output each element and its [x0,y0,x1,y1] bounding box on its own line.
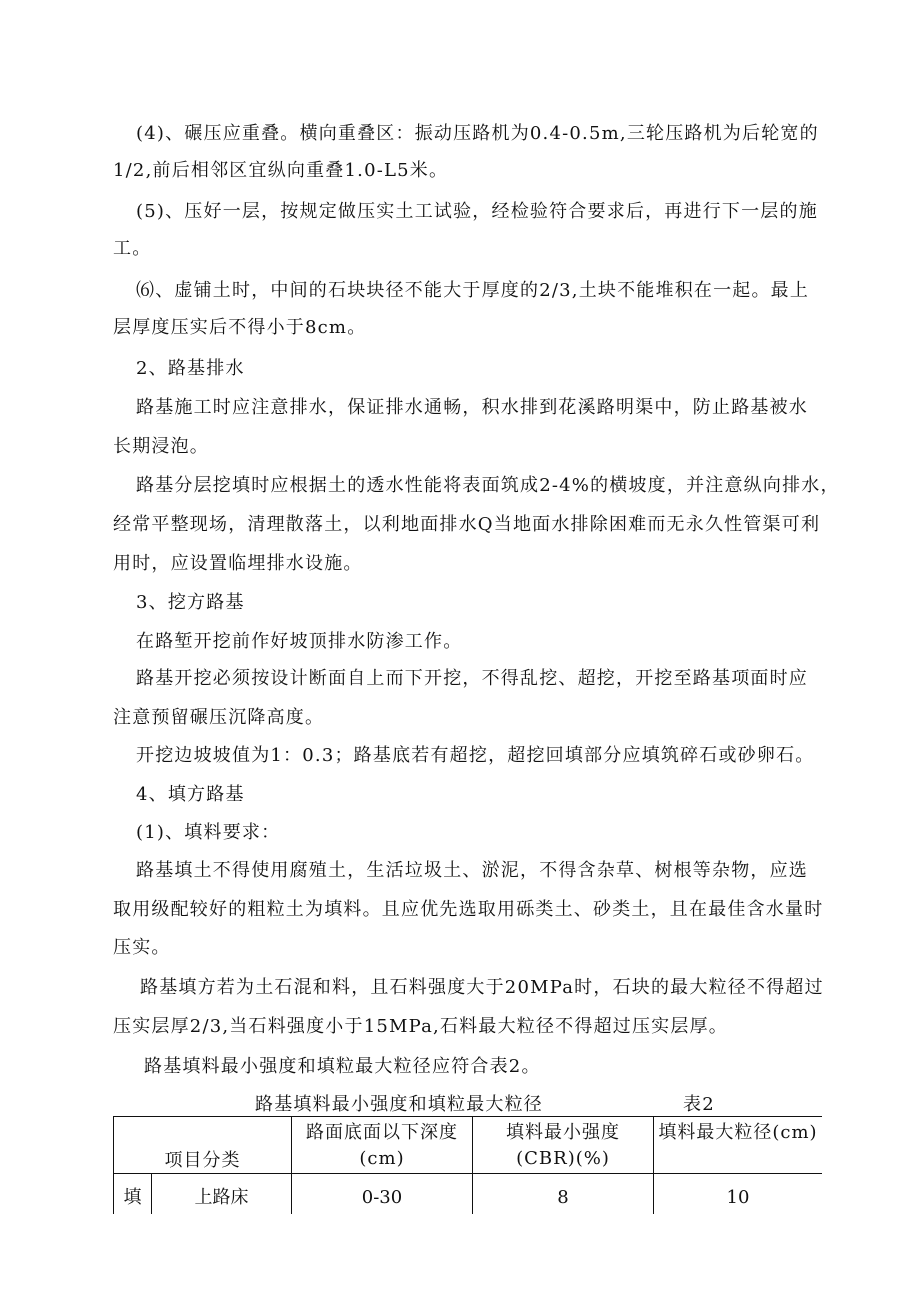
fill-material-table [113,1116,822,1214]
header-strength-unit: (CBR)(%) [516,1148,610,1169]
paragraph-line: 压实层厚2/3,当石料强度小于15MPa,石料最大粒径不得超过压实层厚。 [113,1016,728,1037]
table-number: 表2 [683,1094,715,1115]
paragraph-line: 注意预留碾压沉降高度。 [113,707,325,728]
section-heading: 2、路基排水 [136,358,245,379]
header-category: 项目分类 [164,1150,241,1171]
section-heading: 3、挖方路基 [136,592,245,613]
header-depth-unit: (cm) [359,1148,405,1169]
paragraph-line: 工。 [113,238,152,259]
fill-material-table-grid [113,1116,822,1214]
paragraph-line: 层厚度压实后不得小于8cm。 [113,317,367,338]
table-caption: 路基填料最小强度和填粒最大粒径 [255,1094,543,1115]
header-strength: 填料最小强度 [506,1122,620,1143]
paragraph-line: 用时，应设置临埋排水设施。 [113,553,363,574]
header-size: 填料最大粒径(cm) [658,1122,818,1143]
header-size-cell [654,1117,823,1174]
paragraph-line: (4)、碾压应重叠。横向重叠区：振动压路机为0.4-0.5m,三轮压路机为后轮宽的 [136,123,819,144]
paragraph-line: 路基填土不得使用腐殖土，生活垃圾土、淤泥，不得含杂草、树根等杂物，应选 [136,860,808,881]
row-size-cell: 10 [654,1174,823,1215]
paragraph-line: 在路堑开挖前作好坡顶排水防渗工作。 [136,631,463,652]
row-name-cell: 上路床 [152,1174,292,1215]
paragraph-line: 路基填料最小强度和填粒最大粒径应符合表2。 [144,1056,541,1077]
header-category-cell [114,1117,292,1174]
table-header-row [114,1117,823,1174]
paragraph-line: (1)、填料要求： [136,822,281,843]
header-depth: 路面底面以下深度 [306,1122,458,1143]
row-depth-cell: 0-30 [292,1174,473,1215]
paragraph-line: (5)、压好一层，按规定做压实土工试验，经检验符合要求后，再进行下一层的施 [136,201,818,222]
paragraph-line: 压实。 [113,937,171,958]
paragraph-line: 取用级配较好的粗粒土为填料。且应优先选取用砾类土、砂类土，且在最佳含水量时 [113,899,824,920]
row-group-cell: 填 [114,1174,152,1215]
paragraph-line: 路基开挖必须按设计断面自上而下开挖，不得乱挖、超挖，开挖至路基项面时应 [136,668,808,689]
paragraph-line: 1/2,前后相邻区宜纵向重叠1.0-L5米。 [113,160,449,181]
paragraph-line: 经常平整现场，清理散落土，以利地面排水Q当地面水排除困难而无永久性管渠可利 [113,514,821,535]
header-strength-cell [473,1117,654,1174]
table-row [114,1174,823,1215]
paragraph-line: 路基分层挖填时应根据土的透水性能将表面筑成2-4%的横坡度，并注意纵向排水， [136,475,840,496]
paragraph-line: 开挖边坡坡值为1：0.3；路基底若有超挖，超挖回填部分应填筑碎石或砂卵石。 [136,745,815,766]
header-depth-cell [292,1117,473,1174]
paragraph-line: 路基施工时应注意排水，保证排水通畅，积水排到花溪路明渠中，防止路基被水 [136,397,808,418]
paragraph-line: ⑹、虚铺土时，中间的石块块径不能大于厚度的2/3,土块不能堆积在一起。最上 [136,280,810,301]
paragraph-line: 路基填方若为土石混和料，且石料强度大于20MPa时，石块的最大粒径不得超过 [140,977,824,998]
row-strength-cell: 8 [473,1174,654,1215]
paragraph-line: 长期浸泡。 [113,436,209,457]
section-heading: 4、填方路基 [136,784,245,805]
